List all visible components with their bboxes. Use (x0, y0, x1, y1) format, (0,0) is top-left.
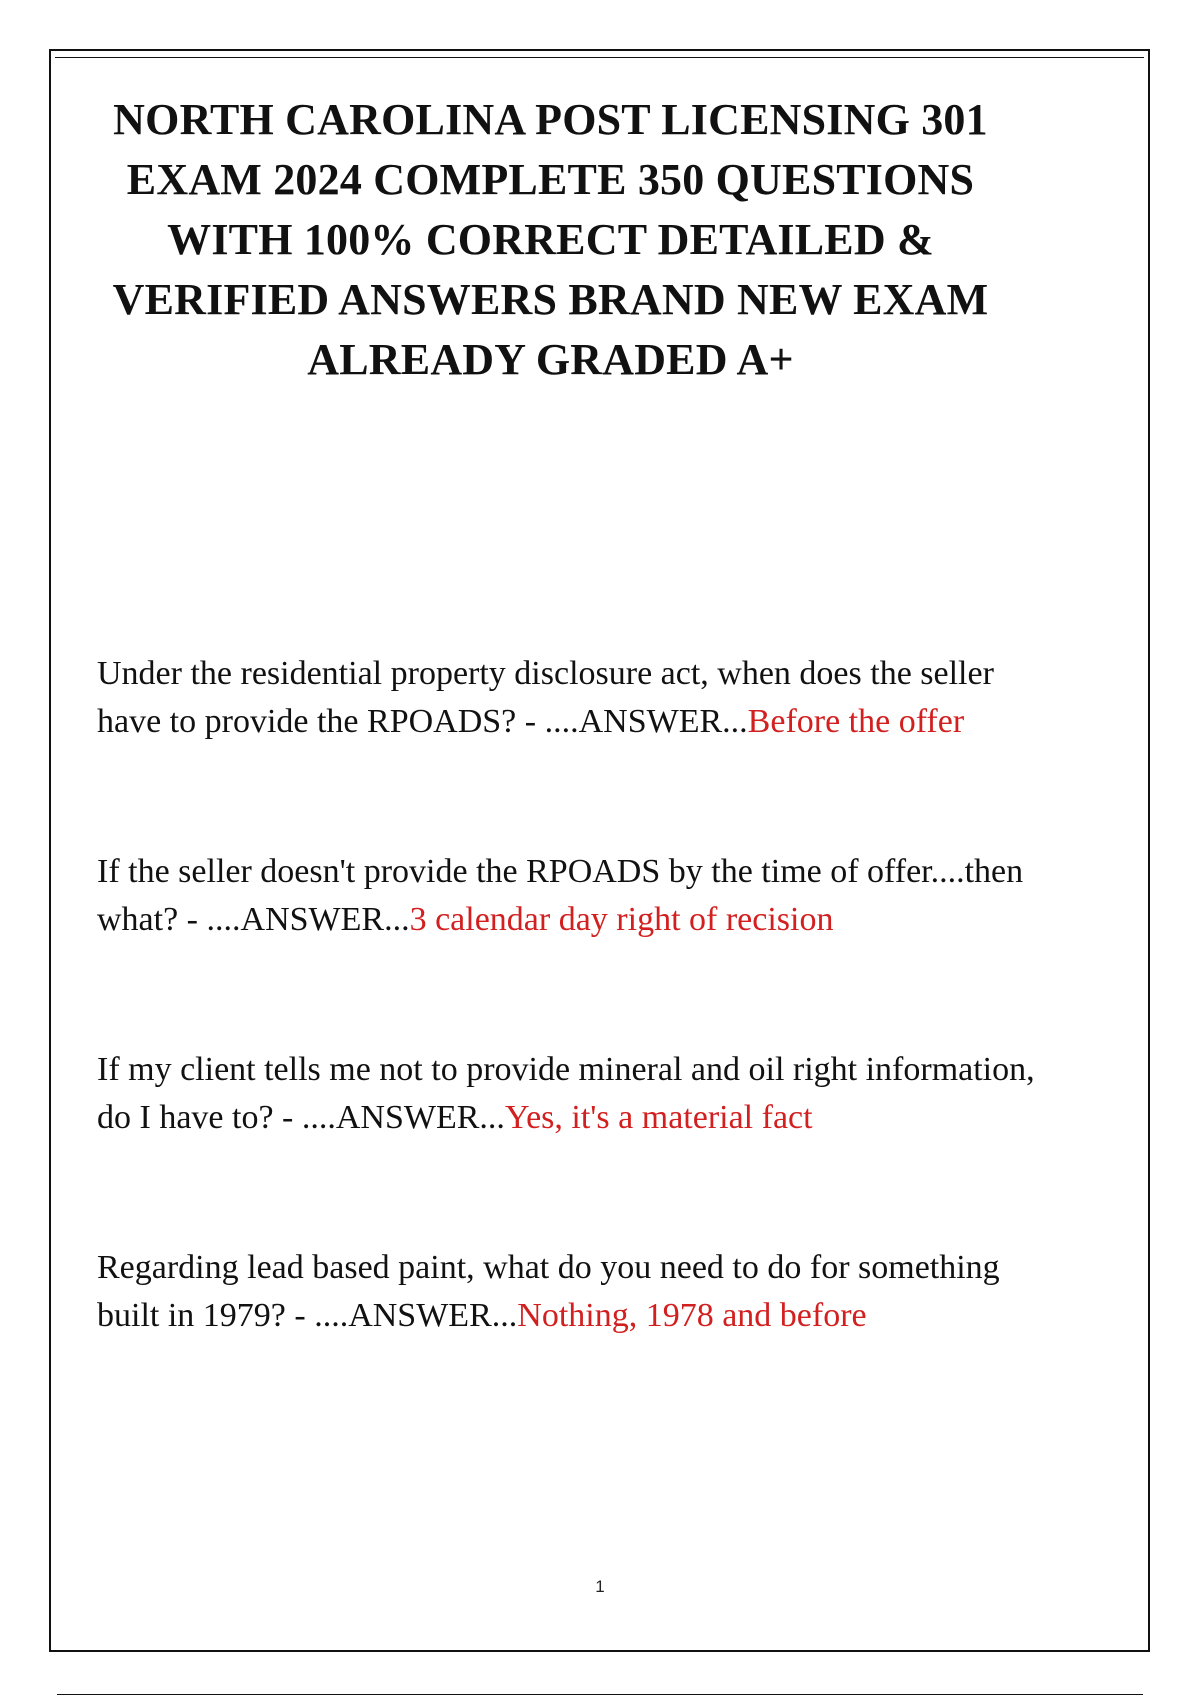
answer-marker: ....ANSWER... (314, 1297, 518, 1334)
document-title: NORTH CAROLINA POST LICENSING 301 EXAM 2024 COMPLETE 350 QUESTIONS WITH 100% CORRECT DETAILED & VERIFIED ANSWERS BRAND NEW EXAM ALREADY GRADED A+ (112, 95, 989, 384)
qa-item (97, 1244, 1042, 1340)
top-rule (55, 57, 1144, 58)
next-page-edge (57, 1694, 1143, 1695)
answer-text: 3 calendar day right of recision (409, 901, 834, 938)
question-text: Regarding lead based paint, what do you need to do for something built in 1979? - (97, 1249, 1000, 1334)
question-list (97, 650, 1042, 1442)
answer-marker: ....ANSWER... (544, 703, 748, 740)
qa-item (97, 1046, 1042, 1142)
answer-text: Before the offer (747, 703, 965, 740)
question-text: If my client tells me not to provide mineral and oil right information, do I have to? - (97, 1051, 1035, 1136)
question-text: If the seller doesn't provide the RPOADS by the time of offer....then what? - (97, 853, 1024, 938)
answer-text: Nothing, 1978 and before (517, 1297, 867, 1334)
answer-text: Yes, it's a material fact (504, 1099, 813, 1136)
qa-item (97, 650, 1042, 746)
qa-item (97, 848, 1042, 944)
answer-marker: ....ANSWER... (206, 901, 410, 938)
answer-marker: ....ANSWER... (301, 1099, 505, 1136)
page-number: 1 (595, 1577, 605, 1596)
question-text: Under the residential property disclosure act, when does the seller have to provide the RPOADS? - (97, 655, 994, 740)
